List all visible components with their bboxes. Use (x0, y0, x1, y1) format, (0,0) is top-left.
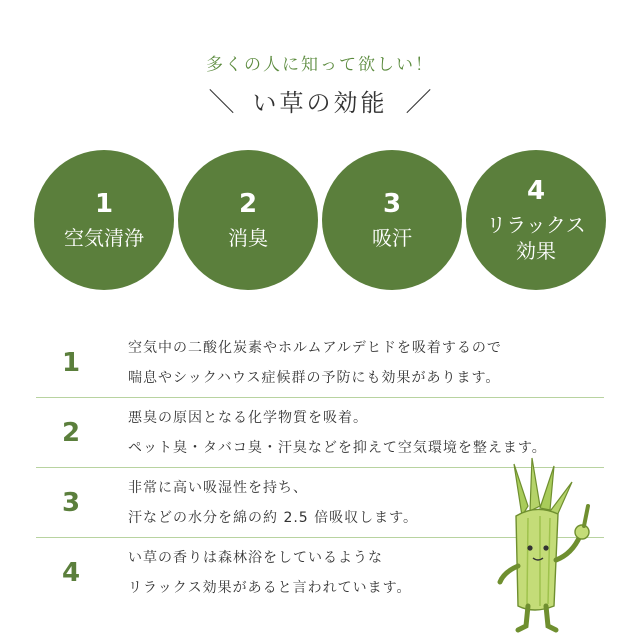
page-title: い草の効能 (252, 89, 388, 117)
circle-number: 1 (94, 189, 114, 219)
list-item (36, 328, 604, 398)
item-line: 空気中の二酸化炭素やホルムアルデヒドを吸着するので (128, 339, 502, 356)
benefit-circle-2 (178, 150, 318, 290)
circle-label: 消臭 (228, 226, 268, 250)
item-line: 悪臭の原因となる化学物質を吸着。 (128, 409, 368, 426)
benefit-circle-1 (34, 150, 174, 290)
item-description (128, 473, 418, 533)
circle-number: 4 (526, 176, 546, 206)
circle-number: 3 (382, 189, 402, 219)
igusa-mascot-illustration (492, 456, 604, 636)
benefit-circle-3 (322, 150, 462, 290)
left-slash: ＼ (208, 88, 235, 118)
circle-label: 空気清浄 (64, 226, 144, 250)
item-number: 4 (62, 557, 81, 588)
page-subtitle: 多くの人に知って欲しい！ (206, 55, 434, 75)
benefit-circle-4 (466, 150, 606, 290)
title-row (0, 82, 640, 119)
item-line: 喘息やシックハウス症候群の予防にも効果があります。 (128, 369, 501, 386)
item-line: 汗などの水分を綿の約 2.5 倍吸収します。 (128, 509, 419, 526)
item-description (128, 543, 411, 603)
item-number: 3 (62, 487, 81, 518)
item-number: 2 (62, 417, 81, 448)
item-description (128, 403, 547, 463)
item-description (128, 333, 502, 393)
circle-label: 吸汗 (372, 226, 412, 250)
item-line: い草の香りは森林浴をしているような (128, 549, 383, 566)
item-number: 1 (62, 347, 81, 378)
item-line: リラックス効果があると言われています。 (128, 579, 412, 596)
circle-number: 2 (238, 189, 258, 219)
item-line: 非常に高い吸湿性を持ち、 (128, 479, 308, 496)
right-slash: ／ (405, 88, 432, 118)
circle-label: リラックス 効果 (486, 213, 586, 263)
benefit-circles (34, 150, 606, 290)
item-line: ペット臭・タバコ臭・汗臭などを抑えて空気環境を整えます。 (128, 439, 547, 456)
